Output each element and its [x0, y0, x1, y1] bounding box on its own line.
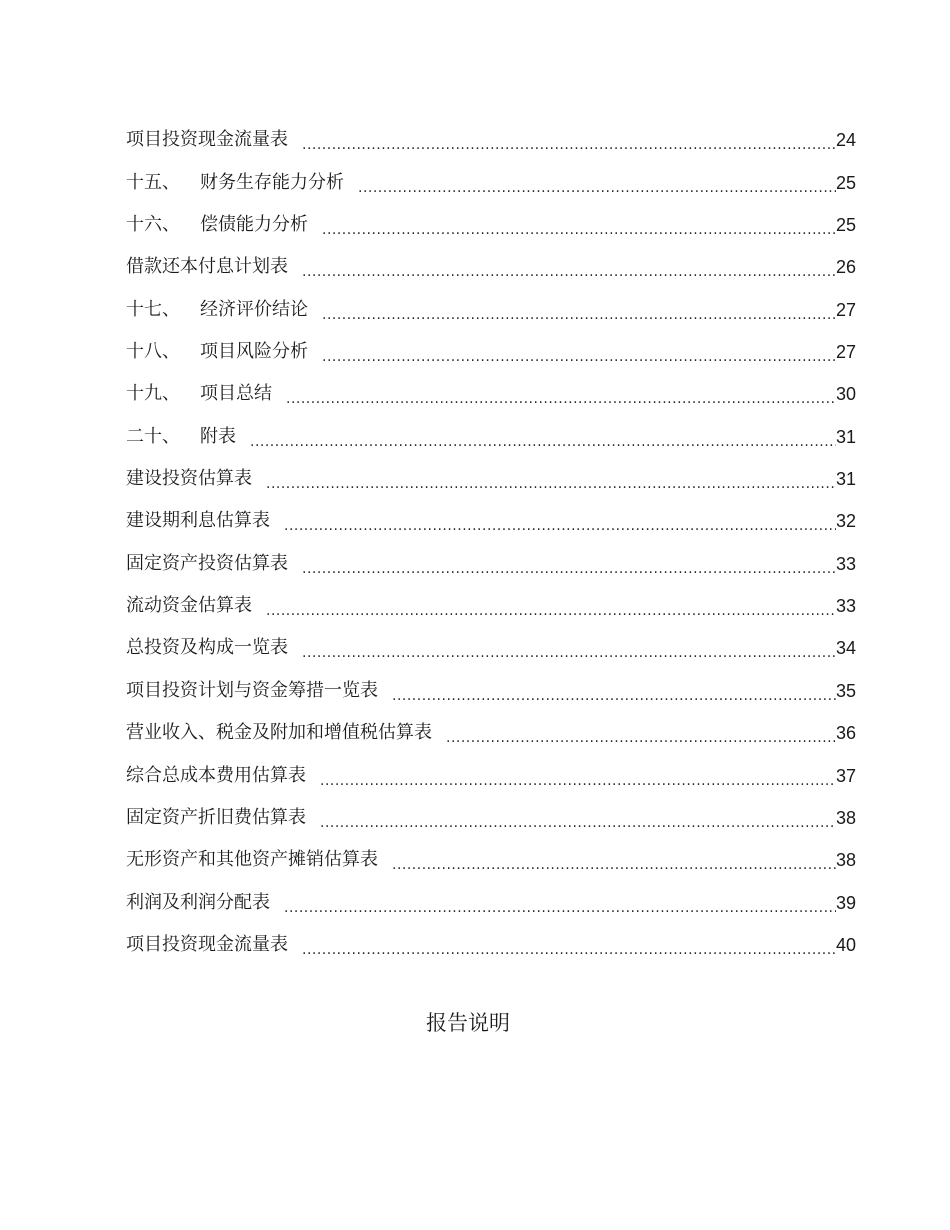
toc-page-number: 26 — [835, 257, 856, 278]
toc-entry-title — [126, 585, 266, 627]
toc-entry-text: 项目风险分析 — [200, 341, 308, 363]
toc-entry-title — [126, 755, 320, 797]
toc-page-number: 38 — [835, 850, 856, 871]
toc-entry-title — [126, 797, 320, 839]
toc-entry-title — [126, 162, 358, 204]
toc-entry-text: 建设投资估算表 — [126, 468, 252, 490]
toc-entry[interactable] — [126, 754, 856, 796]
table-of-contents — [126, 119, 856, 966]
toc-entry[interactable] — [126, 585, 856, 627]
toc-entry-text: 经济评价结论 — [200, 298, 308, 320]
toc-entry-text: 项目投资现金流量表 — [126, 933, 288, 955]
toc-entry-text: 借款还本付息计划表 — [126, 256, 288, 278]
toc-entry-title — [126, 670, 392, 712]
toc-page-number: 25 — [835, 215, 856, 236]
toc-entry[interactable] — [126, 627, 856, 669]
toc-dot-leader — [392, 849, 836, 881]
toc-entry-text: 营业收入、税金及附加和增值税估算表 — [126, 722, 432, 744]
toc-entry-text: 项目总结 — [200, 383, 272, 405]
toc-entry-title — [126, 500, 284, 542]
toc-entry-title — [126, 204, 322, 246]
toc-page-number: 31 — [835, 469, 856, 490]
toc-page-number: 40 — [835, 934, 856, 955]
toc-dot-leader — [322, 341, 836, 373]
toc-entry-title — [126, 924, 302, 966]
toc-entry-title — [126, 882, 284, 924]
toc-entry-text: 总投资及构成一览表 — [126, 637, 288, 659]
toc-entry-number: 十六、 — [126, 214, 180, 236]
toc-entry-text: 附表 — [200, 425, 236, 447]
toc-dot-leader — [358, 172, 836, 204]
toc-dot-leader — [250, 426, 836, 458]
toc-entry-number: 二十、 — [126, 425, 180, 447]
toc-entry[interactable] — [126, 500, 856, 542]
toc-page-number: 33 — [835, 553, 856, 574]
toc-entry-text: 固定资产投资估算表 — [126, 552, 288, 574]
toc-entry-number: 十九、 — [126, 383, 180, 405]
toc-page-number: 39 — [835, 892, 856, 913]
toc-dot-leader — [284, 510, 836, 542]
toc-entry-title — [126, 712, 446, 754]
toc-entry-text: 项目投资现金流量表 — [126, 129, 288, 151]
toc-entry-text: 固定资产折旧费估算表 — [126, 806, 306, 828]
toc-entry[interactable] — [126, 204, 856, 246]
toc-entry[interactable] — [126, 119, 856, 161]
toc-page-number: 38 — [835, 807, 856, 828]
toc-dot-leader — [302, 129, 836, 161]
toc-page-number: 24 — [835, 130, 856, 151]
toc-page-number: 36 — [835, 723, 856, 744]
toc-page-number: 35 — [835, 680, 856, 701]
toc-page-number: 27 — [835, 299, 856, 320]
toc-page-number: 32 — [835, 511, 856, 532]
toc-page-number: 34 — [835, 638, 856, 659]
toc-entry[interactable] — [126, 669, 856, 711]
toc-dot-leader — [322, 214, 836, 246]
toc-dot-leader — [284, 892, 836, 924]
toc-dot-leader — [266, 468, 836, 500]
toc-page-number: 25 — [835, 172, 856, 193]
toc-entry-title — [126, 331, 322, 373]
toc-page-number: 30 — [835, 384, 856, 405]
toc-entry-title — [126, 119, 302, 161]
toc-dot-leader — [446, 722, 836, 754]
toc-entry[interactable] — [126, 712, 856, 754]
toc-entry-title — [126, 416, 250, 458]
toc-entry-title — [126, 543, 302, 585]
toc-entry[interactable] — [126, 246, 856, 288]
toc-entry[interactable] — [126, 542, 856, 584]
toc-entry-title — [126, 289, 322, 331]
section-heading: 报告说明 — [426, 1011, 510, 1035]
toc-entry[interactable] — [126, 881, 856, 923]
toc-entry-title — [126, 373, 286, 415]
toc-dot-leader — [320, 765, 836, 797]
toc-entry-title — [126, 246, 302, 288]
toc-dot-leader — [320, 807, 836, 839]
toc-page-number: 27 — [835, 342, 856, 363]
toc-dot-leader — [302, 934, 836, 966]
toc-dot-leader — [322, 299, 836, 331]
toc-entry[interactable] — [126, 839, 856, 881]
toc-dot-leader — [266, 595, 836, 627]
toc-entry-text: 偿债能力分析 — [200, 214, 308, 236]
toc-entry-text: 建设期利息估算表 — [126, 510, 270, 532]
toc-dot-leader — [302, 553, 836, 585]
toc-entry-text: 综合总成本费用估算表 — [126, 764, 306, 786]
toc-entry[interactable] — [126, 415, 856, 457]
toc-entry-text: 利润及利润分配表 — [126, 891, 270, 913]
toc-entry-title — [126, 458, 266, 500]
toc-entry-text: 流动资金估算表 — [126, 595, 252, 617]
toc-page-number: 37 — [835, 765, 856, 786]
toc-entry[interactable] — [126, 924, 856, 966]
toc-entry[interactable] — [126, 288, 856, 330]
toc-dot-leader — [302, 637, 836, 669]
toc-entry-number: 十七、 — [126, 298, 180, 320]
toc-entry[interactable] — [126, 458, 856, 500]
toc-entry[interactable] — [126, 331, 856, 373]
toc-entry-text: 无形资产和其他资产摊销估算表 — [126, 849, 378, 871]
toc-dot-leader — [286, 383, 836, 415]
toc-entry-number: 十八、 — [126, 341, 180, 363]
toc-dot-leader — [302, 256, 836, 288]
toc-entry[interactable] — [126, 161, 856, 203]
toc-entry[interactable] — [126, 797, 856, 839]
toc-entry-text: 项目投资计划与资金筹措一览表 — [126, 679, 378, 701]
toc-entry-title — [126, 839, 392, 881]
toc-entry[interactable] — [126, 373, 856, 415]
toc-entry-number: 十五、 — [126, 171, 180, 193]
toc-entry-title — [126, 627, 302, 669]
toc-entry-text: 财务生存能力分析 — [200, 171, 344, 193]
toc-page-number: 33 — [835, 596, 856, 617]
toc-page-number: 31 — [835, 426, 856, 447]
toc-dot-leader — [392, 680, 836, 712]
